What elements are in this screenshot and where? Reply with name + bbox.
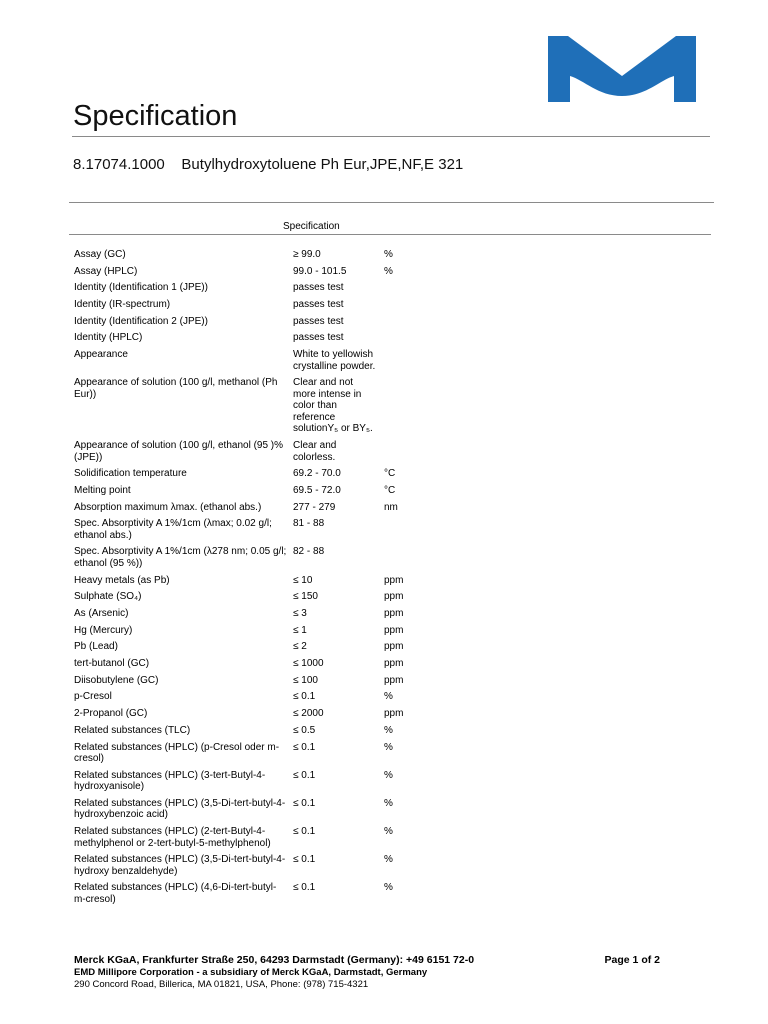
specification-value: 82 - 88	[293, 546, 325, 558]
parameter-name: Related substances (HPLC) (3-tert-Butyl-4-hydroxyanisole)	[74, 769, 266, 793]
table-row	[74, 266, 674, 278]
unit: %	[384, 769, 393, 781]
parameter-name: Solidification temperature	[74, 468, 187, 480]
parameter-name: Related substances (HPLC) (2-tert-Butyl-4-methylphenol or 2-tert-butyl-5-methylphenol)	[74, 826, 271, 849]
parameter-name: Pb (Lead)	[74, 641, 118, 653]
specification-value: passes test	[293, 282, 344, 294]
specification-value: passes test	[293, 332, 344, 344]
table-row	[74, 691, 674, 703]
unit: %	[384, 691, 393, 703]
parameter-name: Identity (IR-spectrum)	[74, 299, 171, 311]
table-row	[74, 708, 674, 720]
unit	[384, 377, 444, 435]
parameter-name: Assay (HPLC)	[74, 265, 138, 277]
footer	[74, 954, 674, 991]
specification-table	[74, 249, 674, 911]
parameter-name: Appearance	[74, 349, 128, 361]
specification-value: ≤ 2000	[293, 708, 324, 720]
parameter-name: tert-butanol (GC)	[74, 658, 150, 670]
parameter-name: Related substances (TLC)	[74, 724, 191, 736]
unit: ppm	[384, 674, 404, 686]
table-row	[74, 502, 674, 514]
parameter-name: Identity (Identification 2 (JPE))	[74, 315, 208, 327]
unit: nm	[384, 501, 398, 513]
unit	[384, 332, 444, 344]
parameter-name: Hg (Mercury)	[74, 624, 133, 636]
table-row	[74, 641, 674, 653]
parameter-name: Related substances (HPLC) (3,5-Di-tert-butyl-4-hydroxybenzoic acid)	[74, 797, 286, 821]
specification-value: ≤ 0.1	[293, 691, 316, 703]
unit	[384, 518, 444, 541]
unit: °C	[384, 468, 396, 480]
parameter-name: Heavy metals (as Pb)	[74, 574, 170, 586]
parameter-name: Assay (GC)	[74, 249, 126, 260]
specification-value: ≤ 150	[293, 591, 318, 603]
page-number: Page 1 of 2	[604, 954, 660, 966]
parameter-name: Identity (Identification 1 (JPE))	[74, 282, 208, 294]
table-row	[74, 546, 674, 569]
footer-subsidiary-line: EMD Millipore Corporation - a subsidiary of Merck KGaA, Darmstadt, Germany	[74, 967, 428, 978]
table-row	[74, 299, 674, 311]
table-row	[74, 440, 674, 463]
table-row	[74, 518, 674, 541]
parameter-name: Appearance of solution (100 g/l, ethanol (95 )% (JPE))	[74, 440, 284, 463]
parameter-name: Melting point	[74, 484, 131, 496]
table-row	[74, 468, 674, 480]
table-row	[74, 608, 674, 620]
table-row	[74, 725, 674, 737]
parameter-name: As (Arsenic)	[74, 608, 129, 619]
table-row	[74, 575, 674, 587]
parameter-name: Related substances (HPLC) (p-Cresol oder m-cresol)	[74, 741, 280, 764]
title-divider	[72, 136, 710, 137]
table-row	[74, 742, 674, 765]
unit: %	[384, 249, 393, 260]
unit: %	[384, 265, 393, 277]
unit: ppm	[384, 624, 404, 636]
parameter-name: Appearance of solution (100 g/l, methanol (Ph Eur))	[74, 377, 278, 400]
specification-value: 99.0 - 101.5	[293, 265, 347, 277]
unit	[384, 316, 444, 328]
parameter-name: Diisobutylene (GC)	[74, 674, 159, 686]
table-row	[74, 282, 674, 294]
unit: %	[384, 724, 393, 736]
unit: °C	[384, 484, 396, 496]
specification-value: 81 - 88	[293, 518, 325, 530]
specification-value: passes test	[293, 299, 344, 311]
parameter-name: Spec. Absorptivity A 1%/1cm (λmax; 0.02 g/l; ethanol abs.)	[74, 518, 272, 541]
unit: ppm	[384, 608, 404, 619]
unit: ppm	[384, 641, 404, 653]
specification-value: ≤ 3	[293, 608, 307, 619]
parameter-name: Related substances (HPLC) (4,6-Di-tert-butyl-m-cresol)	[74, 882, 277, 905]
table-row	[74, 675, 674, 687]
table-row	[74, 658, 674, 670]
specification-value: 277 - 279	[293, 501, 336, 513]
specification-value: ≤ 0.1	[293, 826, 316, 838]
product-line: 8.17074.1000 Butylhydroxytoluene Ph Eur,JPE,NF,E 321	[73, 156, 464, 173]
parameter-name: Related substances (HPLC) (3,5-Di-tert-butyl-4-hydroxy benzaldehyde)	[74, 854, 286, 877]
specification-value: passes test	[293, 315, 344, 327]
parameter-name: 2-Propanol (GC)	[74, 708, 148, 720]
table-row	[74, 332, 674, 344]
product-divider	[69, 202, 714, 203]
specification-value: Clear and colorless.	[293, 440, 337, 463]
table-row	[74, 798, 674, 821]
table-row	[74, 349, 674, 372]
parameter-name: Identity (HPLC)	[74, 332, 143, 344]
table-row	[74, 591, 674, 603]
specification-value: ≤ 1000	[293, 658, 324, 670]
unit: %	[384, 797, 393, 809]
unit	[384, 440, 444, 463]
table-row	[74, 249, 674, 261]
unit: %	[384, 882, 393, 894]
table-row	[74, 316, 674, 328]
specification-value: ≤ 0.1	[293, 882, 316, 894]
specification-value: ≤ 2	[293, 641, 307, 653]
specification-value: ≤ 0.1	[293, 769, 316, 781]
unit	[384, 349, 444, 372]
unit: ppm	[384, 708, 404, 720]
specification-value: Clear and not more intense in color than reference solutionY₅ or BY₅.	[293, 377, 373, 435]
merck-logo-icon	[548, 36, 696, 102]
parameter-name: Sulphate (SO₄)	[74, 591, 142, 603]
specification-value: ≤ 1	[293, 624, 307, 636]
specification-column-header: Specification	[283, 221, 340, 232]
parameter-name: Absorption maximum λmax. (ethanol abs.)	[74, 501, 262, 513]
specification-value: ≤ 0.1	[293, 854, 316, 866]
specification-value: ≥ 99.0	[293, 249, 321, 260]
table-row	[74, 854, 674, 877]
specification-value: 69.2 - 70.0	[293, 468, 341, 480]
table-row	[74, 625, 674, 637]
specification-value: ≤ 0.1	[293, 741, 316, 753]
footer-address-line: 290 Concord Road, Billerica, MA 01821, USA, Phone: (978) 715-4321	[74, 979, 369, 990]
unit	[384, 299, 444, 311]
unit: ppm	[384, 574, 404, 586]
unit: %	[384, 854, 393, 866]
table-row	[74, 485, 674, 497]
unit	[384, 282, 444, 294]
table-row	[74, 377, 674, 435]
specification-value: ≤ 10	[293, 574, 313, 586]
page-title: Specification	[73, 100, 238, 132]
specification-value: White to yellowish crystalline powder.	[293, 349, 376, 372]
unit: %	[384, 741, 393, 753]
unit	[384, 546, 444, 569]
header-divider	[69, 234, 711, 235]
table-row	[74, 770, 674, 793]
specification-value: ≤ 100	[293, 674, 318, 686]
unit: ppm	[384, 591, 404, 603]
specification-value: 69.5 - 72.0	[293, 484, 341, 496]
unit: %	[384, 826, 393, 838]
specification-value: ≤ 0.5	[293, 724, 316, 736]
footer-company-line: Merck KGaA, Frankfurter Straße 250, 64293 Darmstadt (Germany): +49 6151 72-0	[74, 954, 475, 966]
unit: ppm	[384, 658, 404, 670]
parameter-name: Spec. Absorptivity A 1%/1cm (λ278 nm; 0.05 g/l; ethanol (95 %))	[74, 546, 287, 569]
specification-value: ≤ 0.1	[293, 797, 316, 809]
table-row	[74, 882, 674, 905]
parameter-name: p-Cresol	[74, 691, 112, 703]
table-row	[74, 826, 674, 849]
